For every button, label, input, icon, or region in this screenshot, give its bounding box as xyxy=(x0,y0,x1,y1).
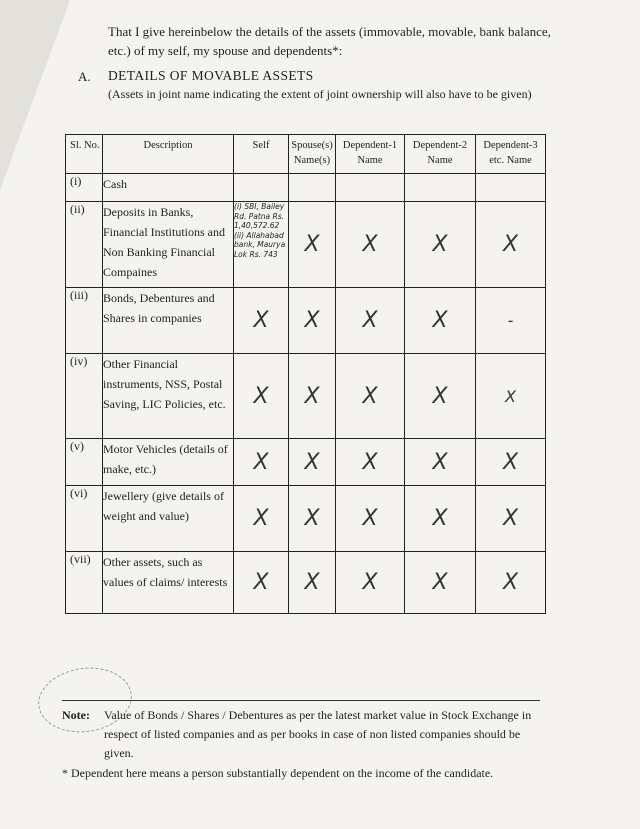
cell-dependent-3: X xyxy=(476,552,546,614)
table-row xyxy=(66,486,546,552)
note-text: Value of Bonds / Shares / Debentures as per the latest market value in Stock Exchange in respect of listed companies and as per books in case of non listed companies should be given. xyxy=(104,708,532,760)
header-description: Description xyxy=(103,135,234,174)
cell-dependent-1 xyxy=(336,174,405,202)
row-description: Motor Vehicles (details of make, etc.) xyxy=(103,439,234,486)
header-dependent-2: Dependent-2 Name xyxy=(405,135,476,174)
row-slno: (ii) xyxy=(66,202,103,288)
section-title: DETAILS OF MOVABLE ASSETS xyxy=(108,68,314,83)
note-label: Note: xyxy=(62,708,90,722)
header-dependent-3: Dependent-3 etc. Name xyxy=(476,135,546,174)
table-row xyxy=(66,174,546,202)
cell-spouse xyxy=(289,174,336,202)
cell-spouse: X xyxy=(289,202,336,288)
row-slno: (vii) xyxy=(66,552,103,614)
table-row xyxy=(66,202,546,288)
signature-line xyxy=(62,700,540,701)
header-slno: Sl. No. xyxy=(66,135,103,174)
row-description: Other assets, such as values of claims/ interests xyxy=(103,552,234,614)
movable-assets-table xyxy=(65,134,546,614)
cell-dependent-3: X xyxy=(476,439,546,486)
section-note: (Assets in joint name indicating the extent of joint ownership will also have to be given) xyxy=(108,87,532,101)
row-description: Cash xyxy=(103,174,234,202)
cell-dependent-1: X xyxy=(336,354,405,439)
cell-dependent-3: X xyxy=(476,202,546,288)
row-description: Deposits in Banks, Financial Institutions and Non Banking Financial Compaines xyxy=(103,202,234,288)
cell-dependent-2: X xyxy=(405,486,476,552)
cell-self-handwritten-bank-details: (i) SBI, Bailey Rd. Patna Rs. 1,40,572.62 (ii) Allahabad bank, Maurya Lok Rs. 743 xyxy=(234,202,289,288)
cell-spouse: X xyxy=(289,288,336,354)
cell-spouse: X xyxy=(289,439,336,486)
row-description: Jewellery (give details of weight and value) xyxy=(103,486,234,552)
cell-dependent-1: X xyxy=(336,288,405,354)
row-description: Bonds, Debentures and Shares in companies xyxy=(103,288,234,354)
cell-dependent-3 xyxy=(476,174,546,202)
cell-dependent-2: X xyxy=(405,202,476,288)
dependent-footnote: * Dependent here means a person substantially dependent on the income of the candidate. xyxy=(62,766,494,780)
cell-dependent-2: X xyxy=(405,439,476,486)
cell-dependent-3: X xyxy=(476,354,546,439)
row-slno: (iii) xyxy=(66,288,103,354)
row-slno: (v) xyxy=(66,439,103,486)
cell-dependent-2: X xyxy=(405,552,476,614)
cell-dependent-3: - xyxy=(476,288,546,354)
table-header-row xyxy=(66,135,546,174)
cell-dependent-2: X xyxy=(405,288,476,354)
cell-dependent-1: X xyxy=(336,486,405,552)
cell-dependent-1: X xyxy=(336,552,405,614)
section-letter: A. xyxy=(78,69,91,84)
header-self: Self xyxy=(234,135,289,174)
cell-spouse: X xyxy=(289,354,336,439)
cell-self xyxy=(234,174,289,202)
cell-dependent-1: X xyxy=(336,202,405,288)
row-slno: (i) xyxy=(66,174,103,202)
cell-spouse: X xyxy=(289,552,336,614)
cell-self: X xyxy=(234,552,289,614)
header-spouse: Spouse(s) Name(s) xyxy=(289,135,336,174)
cell-dependent-2 xyxy=(405,174,476,202)
row-slno: (iv) xyxy=(66,354,103,439)
cell-self: X xyxy=(234,288,289,354)
cell-dependent-3: X xyxy=(476,486,546,552)
table-row xyxy=(66,439,546,486)
intro-statement: That I give hereinbelow the details of the assets (immovable, movable, bank balance, etc.) of my self, my spouse and dependents*: xyxy=(108,24,551,58)
table-row xyxy=(66,288,546,354)
folded-page-corner xyxy=(0,0,70,190)
row-slno: (vi) xyxy=(66,486,103,552)
cell-self: X xyxy=(234,439,289,486)
table-row xyxy=(66,354,546,439)
header-dependent-1: Dependent-1 Name xyxy=(336,135,405,174)
cell-dependent-2: X xyxy=(405,354,476,439)
cell-dependent-1: X xyxy=(336,439,405,486)
cell-self: X xyxy=(234,486,289,552)
cell-spouse: X xyxy=(289,486,336,552)
cell-self: X xyxy=(234,354,289,439)
row-description: Other Financial instruments, NSS, Postal Saving, LIC Policies, etc. xyxy=(103,354,234,439)
table-row xyxy=(66,552,546,614)
